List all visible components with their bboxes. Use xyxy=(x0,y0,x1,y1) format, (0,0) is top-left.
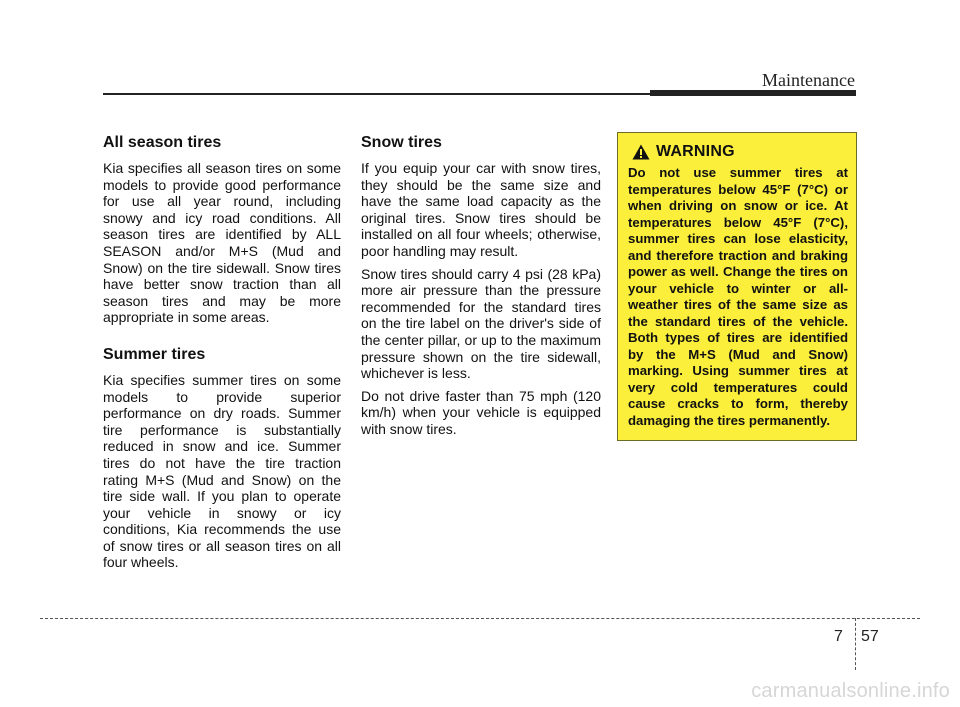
warning-triangle-icon xyxy=(632,144,650,160)
warning-box xyxy=(617,132,857,441)
middle-column xyxy=(361,134,601,444)
summer-heading: Summer tires xyxy=(103,345,206,363)
snow-heading: Snow tires xyxy=(361,134,442,151)
page-number: 57 xyxy=(861,628,879,645)
watermark: carmanualsonline.info xyxy=(751,680,950,702)
footer-rule xyxy=(40,618,920,619)
all-season-body: Kia specifies all season tires on some models to provide good performance for use all year round, including snowy and icy road conditions. All season tires are identified by ALL SEASON and/or M+S (Mud and Snow) on the tire sidewall. Snow tires have better snow traction than all season tires and may be more appropriate in some areas. xyxy=(103,160,341,326)
snow-paragraph-2: Snow tires should carry 4 psi (28 kPa) more air pressure than the pressure recommended for the standard tires on the tire label on the driver's side of the center pillar, or up to the maximum pressure shown on the tire sidewall, whichever is less. xyxy=(361,265,601,382)
header-bar xyxy=(650,90,856,96)
warning-title: WARNING xyxy=(656,143,735,160)
left-column xyxy=(103,134,341,577)
header-rule xyxy=(103,93,650,95)
warning-header xyxy=(632,143,848,161)
footer-divider xyxy=(855,618,856,670)
all-season-heading: All season tires xyxy=(103,134,222,151)
warning-body: Do not use summer tires at temperatures below 45°F (7°C) or when driving on snow or ice. At temperatures below 45°F (7°C), summer tires can lose elasticity, and therefore traction and braking power as well. Change the tires on your vehicle to winter or all-weather tires of the same size as the standard tires of the vehicle. Both types of tires are identified by the M+S (Mud and Snow) marking. Using summer tires at very cold temperatures could cause cracks to form, thereby damaging the tires permanently. xyxy=(628,165,848,428)
section-title: Maintenance xyxy=(762,70,855,90)
summer-body: Kia specifies summer tires on some models to provide superior performance on dry roads. Summer tire performance is substantially reduced in snow and ice. Summer tires do not have the tire traction rating M+S (Mud and Snow) on the tire side wall. If you plan to operate your vehicle in snowy or icy conditions, Kia recommends the use of snow tires or all season tires on all four wheels. xyxy=(103,371,341,571)
snow-paragraph-1: If you equip your car with snow tires, they should be the same size and have the same load capacity as the original tires. Snow tires should be installed on all four wheels; otherwise, poor handling may result. xyxy=(361,160,601,259)
chapter-number: 7 xyxy=(834,628,843,645)
snow-paragraph-3: Do not drive faster than 75 mph (120 km/h) when your vehicle is equipped with snow tires. xyxy=(361,387,601,437)
